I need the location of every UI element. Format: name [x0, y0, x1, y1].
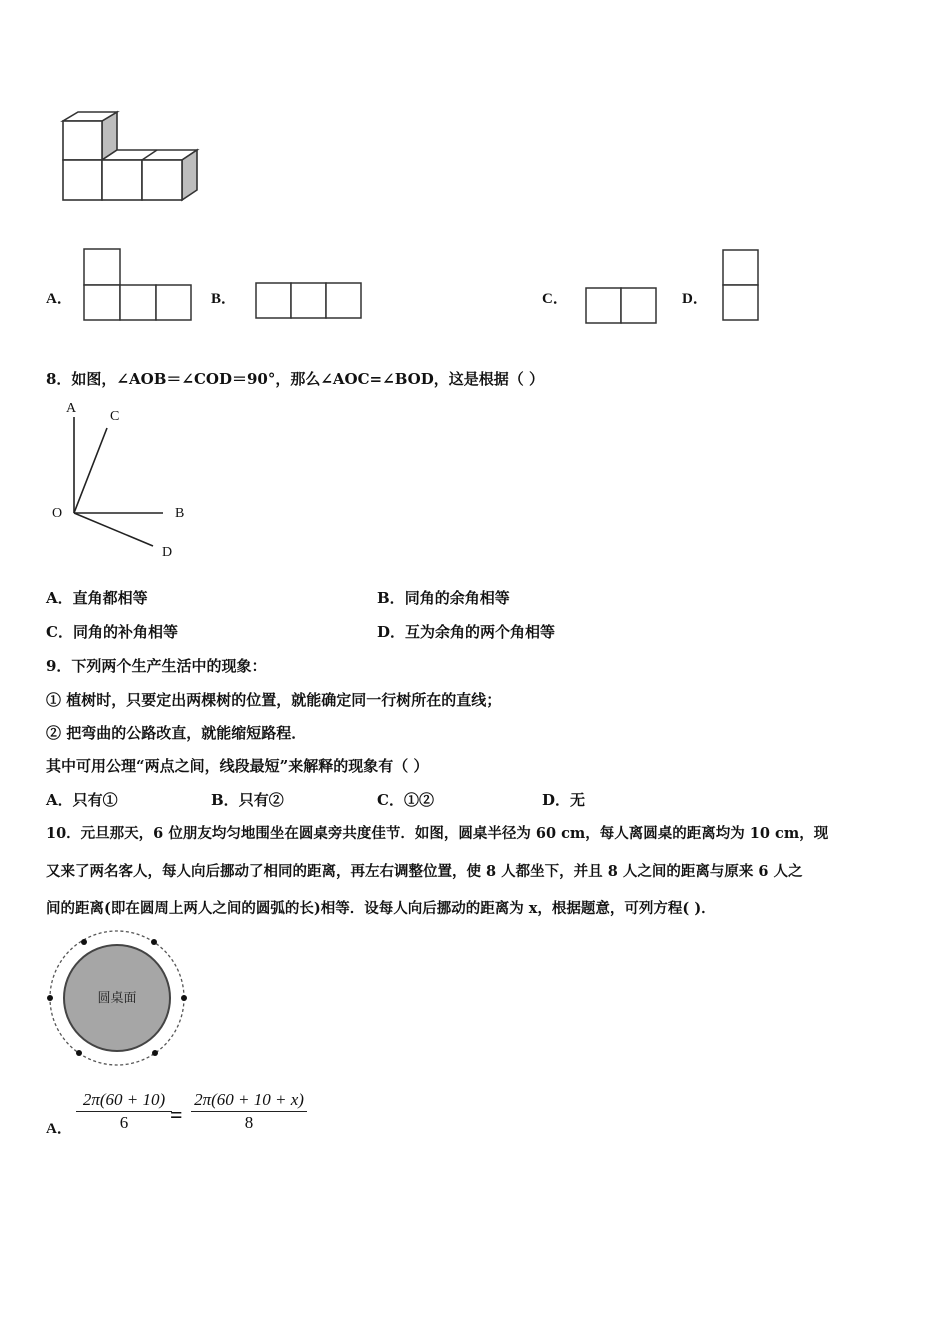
label-a: A: [66, 401, 77, 416]
seat-dot: [181, 995, 187, 1001]
q10-option-a-letter: A．: [46, 1121, 72, 1137]
table-label: 圆桌面: [97, 990, 137, 1005]
q10-stem-line-2: 又来了两名客人，每人向后挪动了相同的距离，再左右调整位置，使 8 人都坐下，并且 8 人之间的距离与原来 6 人之: [46, 863, 803, 880]
left-denominator: 6: [119, 1113, 129, 1132]
q9-option-d[interactable]: D．无: [542, 791, 586, 809]
label-c: C: [110, 409, 120, 424]
q8-angle-figure: [45, 395, 205, 565]
q9-question: 其中可用公理“两点之间，线段最短”来解释的现象有（ ）: [46, 757, 429, 775]
q10-option-a-equation[interactable]: [74, 1090, 324, 1142]
q8-option-a[interactable]: A．直角都相等: [46, 589, 148, 607]
q7-option-b-figure[interactable]: [254, 281, 364, 320]
q9-option-c[interactable]: C．①②: [377, 791, 434, 809]
ray-oc: [74, 428, 107, 513]
seat-dot: [76, 1050, 82, 1056]
right-fraction: [189, 1090, 309, 1133]
equals-sign: =: [170, 1102, 183, 1127]
cube-solid-figure: [55, 105, 210, 210]
right-numerator: 2π(60 + 10 + x): [194, 1090, 304, 1109]
q7-option-d-figure[interactable]: [721, 248, 760, 323]
q7-option-d-letter: D．: [682, 291, 708, 307]
left-fraction: [74, 1090, 174, 1133]
label-b: B: [175, 506, 185, 521]
q9-option-a[interactable]: A．只有①: [46, 791, 118, 809]
q9-option-b[interactable]: B．只有②: [211, 791, 284, 809]
q7-option-c-letter: C．: [542, 291, 568, 307]
seat-dot: [151, 939, 157, 945]
q7-option-b-letter: B．: [211, 291, 237, 307]
right-denominator: 8: [244, 1113, 254, 1132]
q7-option-c-figure[interactable]: [584, 286, 659, 325]
q8-option-d[interactable]: D．互为余角的两个角相等: [377, 623, 556, 641]
seat-dot: [152, 1050, 158, 1056]
q8-stem: 8．如图，∠AOB＝∠COD＝90°，那么∠AOC=∠BOD，这是根据（ ）: [46, 370, 544, 388]
seat-dot: [47, 995, 53, 1001]
q10-stem-line-1: 10．元旦那天，6 位朋友均匀地围坐在圆桌旁共度佳节．如图，圆桌半径为 60 cm，每人离圆桌的距离均为 10 cm，现: [46, 825, 829, 842]
label-d: D: [162, 545, 173, 560]
q9-stem: 9．下列两个生产生活中的现象：: [46, 657, 267, 675]
label-o: O: [52, 506, 63, 521]
round-table-figure: [44, 928, 190, 1068]
q9-item-1: ① 植树时，只要定出两棵树的位置，就能确定同一行树所在的直线；: [46, 691, 502, 709]
q7-option-a-figure[interactable]: [82, 247, 194, 322]
ray-od: [74, 513, 153, 546]
q8-option-c[interactable]: C．同角的补角相等: [46, 623, 178, 641]
q7-option-a-letter: A．: [46, 291, 72, 307]
q10-stem-line-3: 间的距离(即在圆周上两人之间的圆弧的长)相等．设每人向后挪动的距离为 x，根据题意，可列方程( )．: [46, 900, 716, 917]
q9-item-2: ② 把弯曲的公路改直，就能缩短路程．: [46, 724, 307, 742]
seat-dot: [81, 939, 87, 945]
q8-option-b[interactable]: B．同角的余角相等: [377, 589, 510, 607]
left-numerator: 2π(60 + 10): [82, 1090, 166, 1109]
